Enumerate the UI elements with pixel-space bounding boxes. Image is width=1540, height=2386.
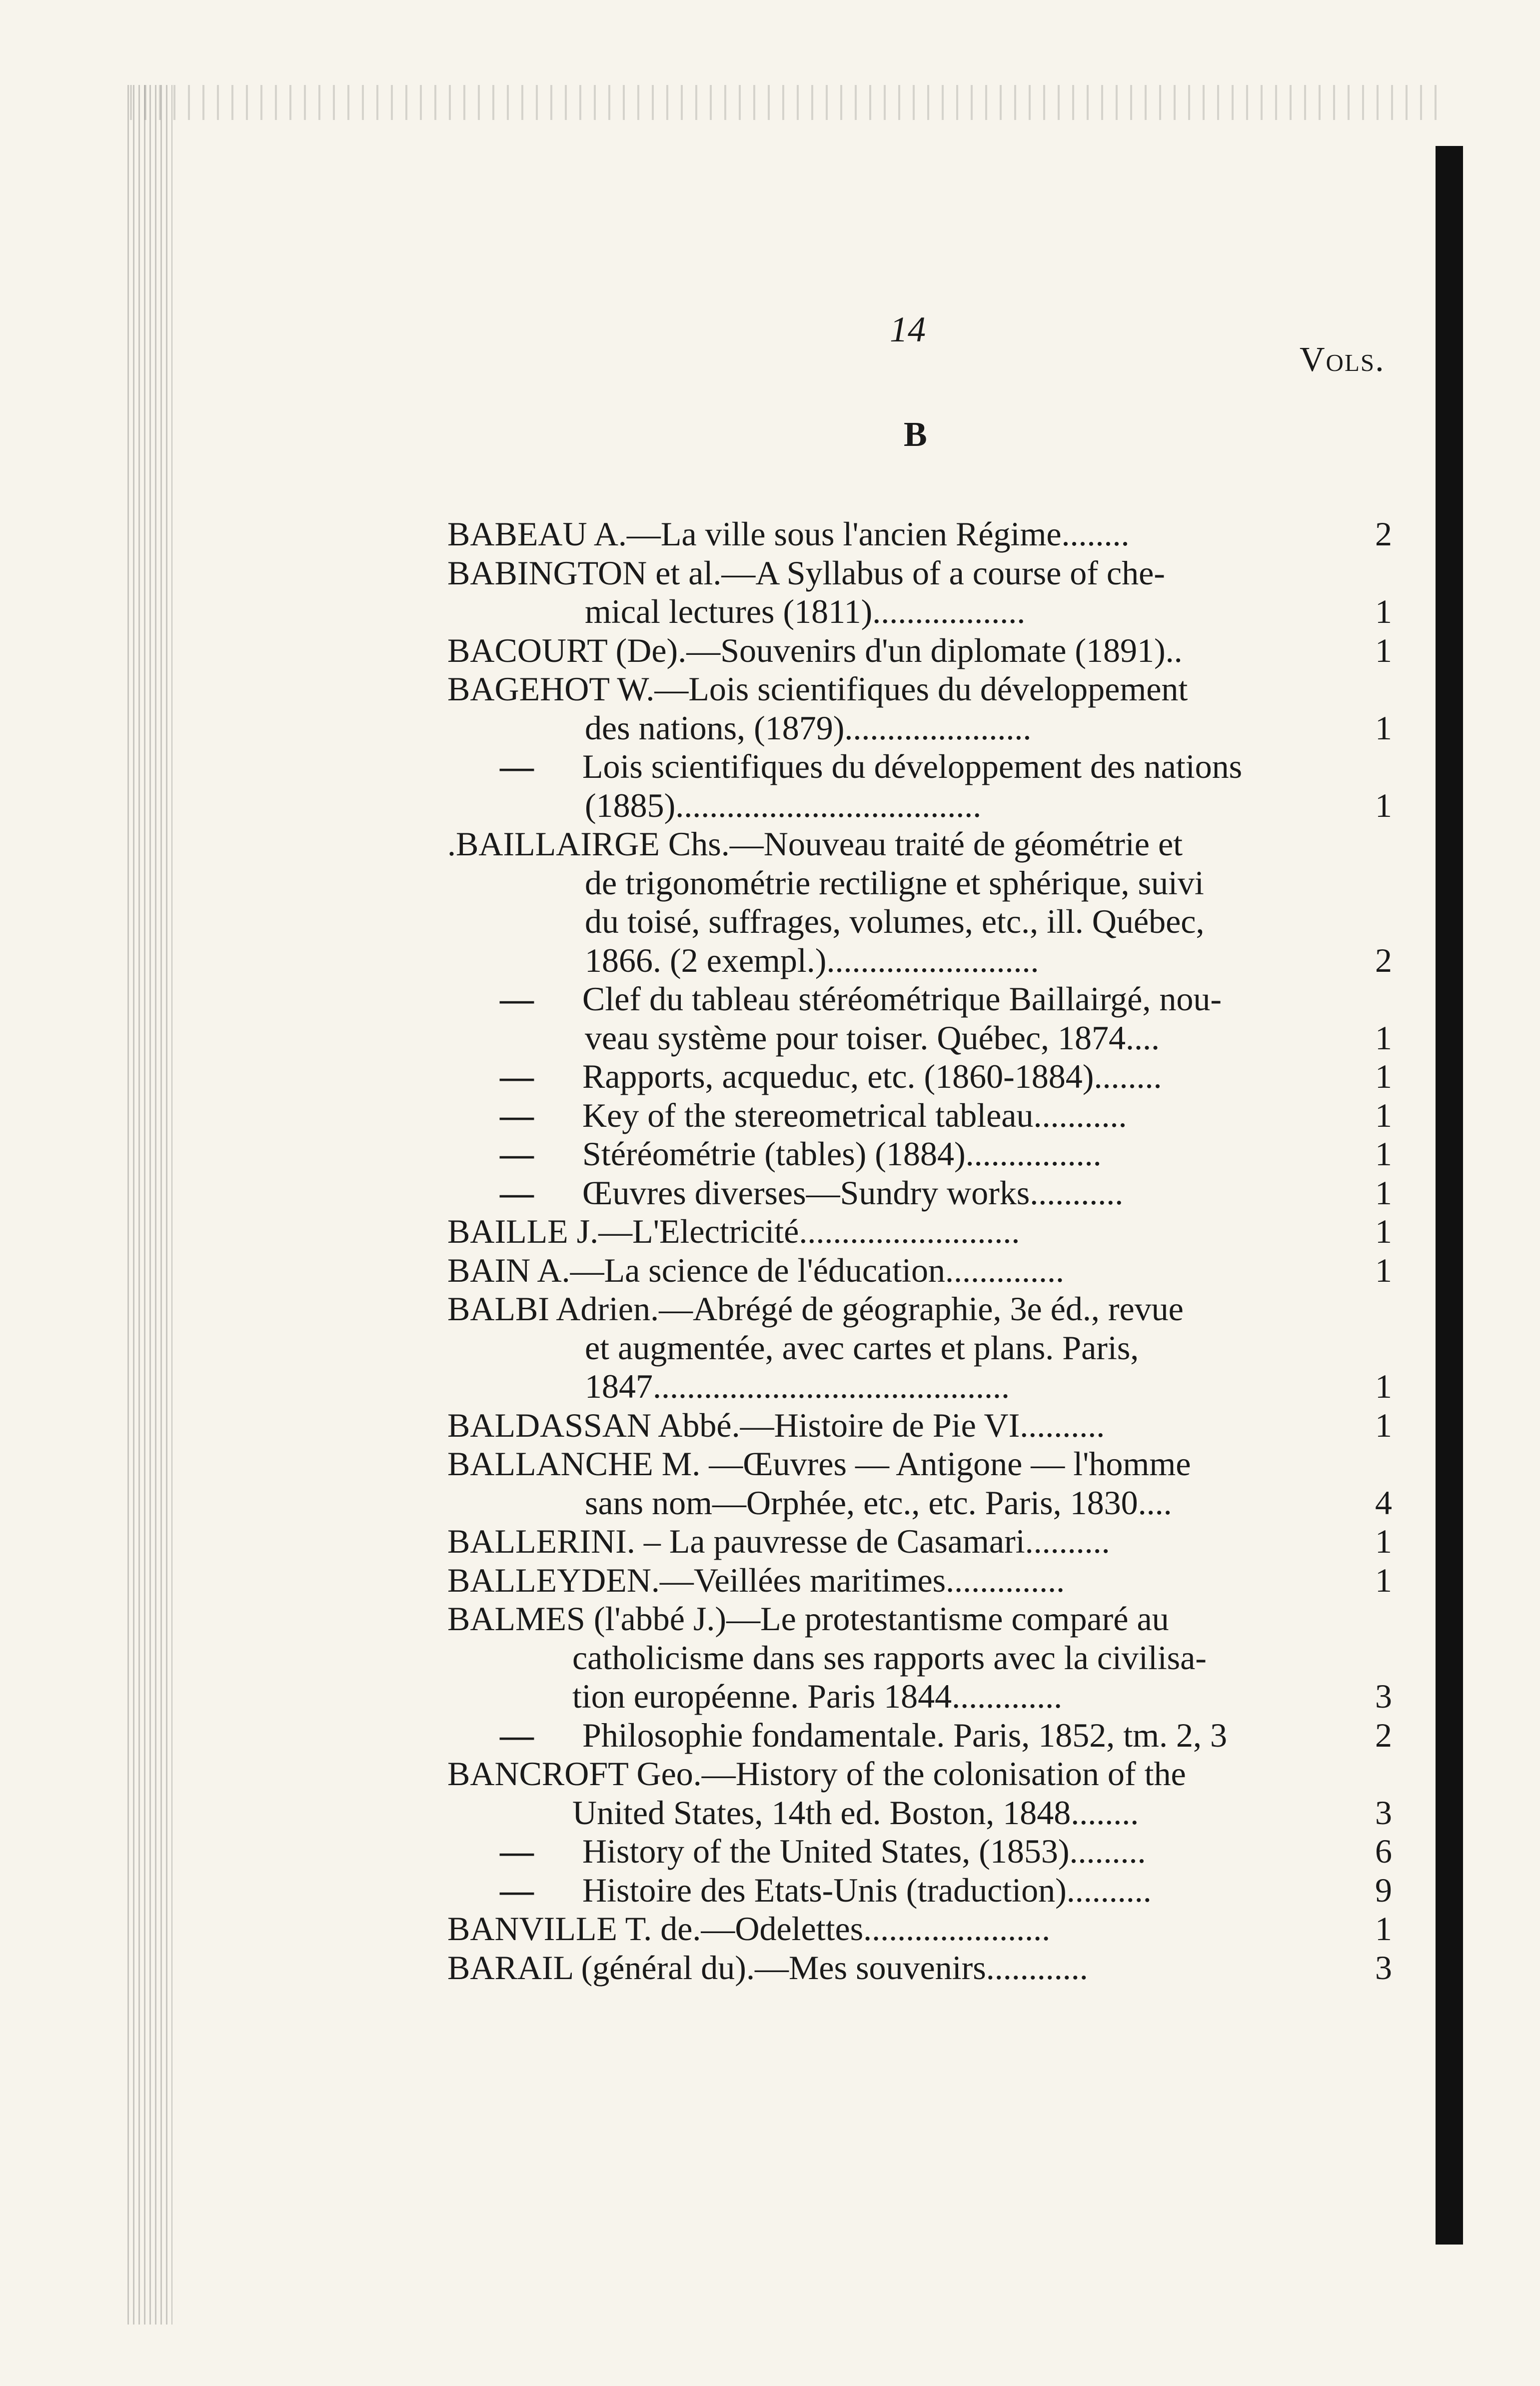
catalog-line bbox=[447, 1329, 1392, 1368]
catalog-line bbox=[447, 1484, 1392, 1523]
catalog-line bbox=[447, 1522, 1392, 1561]
catalog-entries bbox=[447, 515, 1392, 1987]
entry-text: BABEAU A.—La ville sous l'ancien Régime........ bbox=[447, 515, 1130, 553]
catalog-line bbox=[447, 1639, 1392, 1678]
volume-count: 1 bbox=[1375, 1910, 1392, 1948]
page-number: 14 bbox=[890, 309, 926, 349]
volume-count: 1 bbox=[1375, 1561, 1392, 1599]
entry-text: des nations, (1879)...................... bbox=[585, 708, 1032, 747]
ditto-dash: — bbox=[500, 1832, 534, 1870]
volume-count: 9 bbox=[1375, 1871, 1392, 1909]
volume-count: 2 bbox=[1375, 1716, 1392, 1754]
entry-text: BANVILLE T. de.—Odelettes...................... bbox=[447, 1910, 1051, 1948]
volume-count: 1 bbox=[1375, 1173, 1392, 1212]
entry-text: Rapports, acqueduc, etc. (1860-1884)........ bbox=[582, 1057, 1162, 1095]
entry-text: veau système pour toiser. Québec, 1874.... bbox=[585, 1018, 1160, 1057]
catalog-line bbox=[447, 1832, 1392, 1871]
catalog-line bbox=[447, 1445, 1392, 1484]
volume-count: 1 bbox=[1375, 1406, 1392, 1444]
catalog-line bbox=[447, 1910, 1392, 1949]
entry-text: sans nom—Orphée, etc., etc. Paris, 1830.... bbox=[585, 1483, 1172, 1522]
entry-text: tion européenne. Paris 1844............. bbox=[572, 1677, 1063, 1715]
catalog-line bbox=[447, 941, 1392, 980]
ditto-dash: — bbox=[500, 1135, 534, 1173]
catalog-line bbox=[447, 864, 1392, 903]
entry-text: Philosophie fondamentale. Paris, 1852, tm. 2, 3 bbox=[582, 1716, 1227, 1754]
entry-text: History of the United States, (1853)......... bbox=[582, 1832, 1146, 1870]
entry-text: .BAILLAIRGE Chs.—Nouveau traité de géométrie et bbox=[447, 825, 1183, 863]
catalog-line bbox=[447, 631, 1392, 670]
catalog-line bbox=[447, 1019, 1392, 1058]
volume-count: 1 bbox=[1375, 1522, 1392, 1560]
ditto-dash: — bbox=[500, 747, 534, 785]
catalog-line bbox=[447, 747, 1392, 786]
entry-text: BAGEHOT W.—Lois scientifiques du développement bbox=[447, 670, 1188, 708]
volume-count: 1 bbox=[1375, 1018, 1392, 1057]
volume-count: 6 bbox=[1375, 1832, 1392, 1870]
catalog-line bbox=[447, 1290, 1392, 1329]
entry-text: BABINGTON et al.—A Syllabus of a course of che- bbox=[447, 553, 1165, 592]
section-letter: B bbox=[904, 415, 927, 454]
entry-text: et augmentée, avec cartes et plans. Paris, bbox=[585, 1328, 1139, 1367]
catalog-line bbox=[447, 709, 1392, 748]
catalog-line bbox=[447, 1949, 1392, 1988]
entry-text: du toisé, suffrages, volumes, etc., ill. Québec, bbox=[585, 902, 1205, 940]
entry-text: BAILLE J.—L'Electricité.......................... bbox=[447, 1212, 1020, 1250]
ditto-dash: — bbox=[500, 1716, 534, 1754]
volume-count: 1 bbox=[1375, 1135, 1392, 1173]
entry-text: (1885).................................... bbox=[585, 786, 982, 824]
catalog-line bbox=[447, 1677, 1392, 1716]
entry-text: BALLERINI. – La pauvresse de Casamari.......... bbox=[447, 1522, 1110, 1560]
volume-count: 4 bbox=[1375, 1483, 1392, 1522]
catalog-line bbox=[447, 1406, 1392, 1445]
volume-count: 3 bbox=[1375, 1948, 1392, 1987]
catalog-line bbox=[447, 1251, 1392, 1290]
entry-text: United States, 14th ed. Boston, 1848........ bbox=[572, 1793, 1139, 1832]
volume-count: 2 bbox=[1375, 941, 1392, 979]
ditto-dash: — bbox=[500, 1173, 534, 1212]
catalog-line bbox=[447, 1561, 1392, 1600]
entry-text: BALMES (l'abbé J.)—Le protestantisme comparé au bbox=[447, 1600, 1169, 1638]
entry-text: catholicisme dans ses rapports avec la civilisa- bbox=[572, 1638, 1207, 1677]
ditto-dash: — bbox=[500, 1057, 534, 1095]
volumes-column-header: Vols. bbox=[1300, 340, 1385, 379]
volume-count: 1 bbox=[1375, 1212, 1392, 1250]
volume-count: 1 bbox=[1375, 631, 1392, 669]
volume-count: 3 bbox=[1375, 1677, 1392, 1715]
entry-text: BACOURT (De).—Souvenirs d'un diplomate (1891).. bbox=[447, 631, 1183, 669]
volume-count: 3 bbox=[1375, 1793, 1392, 1832]
catalog-line bbox=[447, 1794, 1392, 1833]
catalog-line bbox=[447, 1212, 1392, 1251]
volume-count: 1 bbox=[1375, 1251, 1392, 1289]
entry-text: BALLANCHE M. —Œuvres — Antigone — l'homme bbox=[447, 1445, 1191, 1483]
catalog-line bbox=[447, 1174, 1392, 1213]
catalog-line bbox=[447, 1716, 1392, 1755]
catalog-line bbox=[447, 515, 1392, 554]
entry-text: Lois scientifiques du développement des nations bbox=[582, 747, 1243, 785]
right-edge-bar bbox=[1436, 146, 1463, 2245]
volume-count: 1 bbox=[1375, 786, 1392, 824]
catalog-line bbox=[447, 1096, 1392, 1135]
ditto-dash: — bbox=[500, 1096, 534, 1134]
volume-count: 1 bbox=[1375, 1057, 1392, 1095]
catalog-line bbox=[447, 1135, 1392, 1174]
entry-text: de trigonométrie rectiligne et sphérique, suivi bbox=[585, 863, 1204, 902]
catalog-line bbox=[447, 980, 1392, 1019]
entry-text: Clef du tableau stéréométrique Baillairgé, nou- bbox=[582, 980, 1222, 1018]
entry-text: 1847.......................................... bbox=[585, 1367, 1010, 1405]
entry-text: Œuvres diverses—Sundry works........... bbox=[582, 1173, 1124, 1212]
catalog-line bbox=[447, 825, 1392, 864]
entry-text: Stéréométrie (tables) (1884)................ bbox=[582, 1135, 1102, 1173]
catalog-line bbox=[447, 1367, 1392, 1406]
entry-text: Histoire des Etats-Unis (traduction).......... bbox=[582, 1871, 1152, 1909]
binding-edge bbox=[127, 85, 172, 2325]
volume-count: 2 bbox=[1375, 515, 1392, 553]
entry-text: BALBI Adrien.—Abrégé de géographie, 3e éd., revue bbox=[447, 1290, 1184, 1328]
volume-count: 1 bbox=[1375, 1367, 1392, 1405]
top-edge-noise bbox=[130, 85, 1440, 120]
entry-text: Key of the stereometrical tableau........... bbox=[582, 1096, 1127, 1134]
entry-text: 1866. (2 exempl.)......................... bbox=[585, 941, 1039, 979]
entry-text: mical lectures (1811).................. bbox=[585, 592, 1026, 630]
volume-count: 1 bbox=[1375, 592, 1392, 630]
entry-text: BANCROFT Geo.—History of the colonisation of the bbox=[447, 1755, 1186, 1793]
catalog-line bbox=[447, 786, 1392, 825]
catalog-line bbox=[447, 1057, 1392, 1096]
volume-count: 1 bbox=[1375, 1096, 1392, 1134]
catalog-line bbox=[447, 1600, 1392, 1639]
catalog-line bbox=[447, 670, 1392, 709]
entry-text: BALDASSAN Abbé.—Histoire de Pie VI.......... bbox=[447, 1406, 1105, 1444]
entry-text: BARAIL (général du).—Mes souvenirs............ bbox=[447, 1948, 1088, 1987]
catalog-line bbox=[447, 902, 1392, 941]
volume-count: 1 bbox=[1375, 708, 1392, 747]
ditto-dash: — bbox=[500, 980, 534, 1018]
catalog-line bbox=[447, 554, 1392, 593]
entry-text: BAIN A.—La science de l'éducation.............. bbox=[447, 1251, 1065, 1289]
catalog-line bbox=[447, 1871, 1392, 1910]
catalog-line bbox=[447, 1755, 1392, 1794]
entry-text: BALLEYDEN.—Veillées maritimes.............. bbox=[447, 1561, 1065, 1599]
catalog-line bbox=[447, 592, 1392, 631]
ditto-dash: — bbox=[500, 1871, 534, 1909]
